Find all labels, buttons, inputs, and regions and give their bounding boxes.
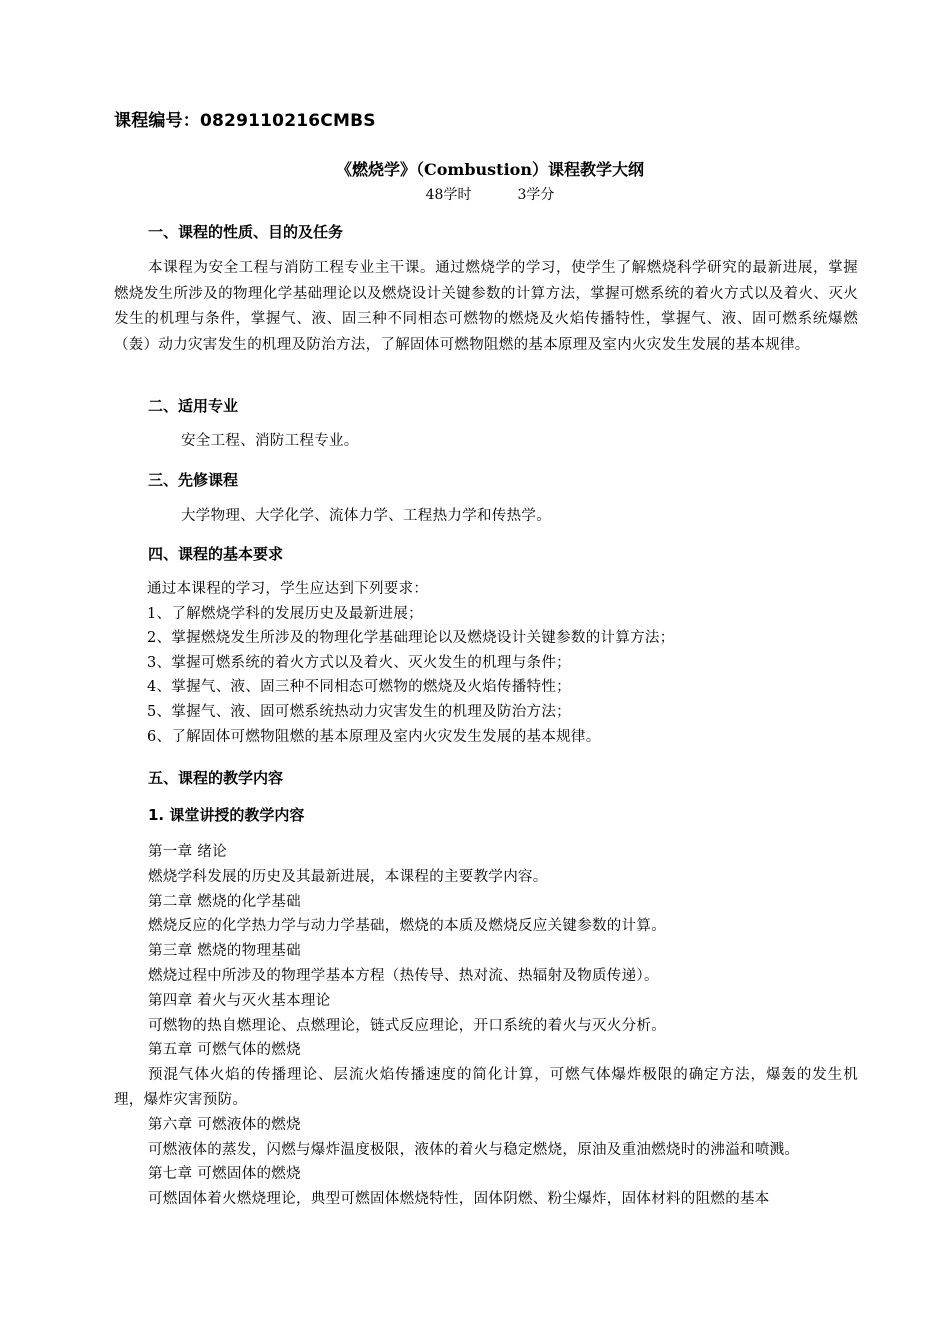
chapter-title: 第二章 燃烧的化学基础 — [148, 893, 301, 910]
course-hours: 48学时 — [425, 187, 472, 203]
chapter-description: 可燃物的热自燃理论、点燃理论，链式反应理论，开口系统的着火与灭火分析。 — [148, 1017, 666, 1034]
chapter-list — [114, 840, 858, 1212]
document-title: 《燃烧学》（Combustion）课程教学大纲 — [336, 160, 644, 179]
chapter-title: 第五章 可燃气体的燃烧 — [148, 1042, 301, 1059]
course-code: 课程编号：0829110216CMBS — [114, 111, 376, 131]
chapter-title: 第三章 燃烧的物理基础 — [148, 943, 301, 960]
chapter-title: 第一章 绪论 — [148, 844, 227, 860]
list-item: 3、掌握可燃系统的着火方式以及着火、灭火发生的机理与条件； — [147, 654, 571, 671]
section-body-3: 大学物理、大学化学、流体力学、工程热力学和传热学。 — [181, 508, 551, 524]
requirements-list — [147, 577, 675, 749]
hours-credits — [0, 184, 950, 204]
chapter-description: 燃烧学科发展的历史及其最新进展，本课程的主要教学内容。 — [148, 868, 548, 885]
chapter-title: 第六章 可燃液体的燃烧 — [148, 1116, 301, 1133]
chapter-title: 第七章 可燃固体的燃烧 — [148, 1166, 301, 1183]
section-heading-4: 四、课程的基本要求 — [148, 545, 284, 563]
section-heading-3: 三、先修课程 — [148, 471, 239, 489]
list-item: 2、掌握燃烧发生所涉及的物理化学基础理论以及燃烧设计关键参数的计算方法； — [147, 630, 675, 647]
list-item: 5、掌握气、液、固可燃系统热动力灾害发生的机理及防治方法； — [147, 703, 571, 720]
chapter-description: 预混气体火焰的传播理论、层流火焰传播速度的简化计算，可燃气体爆炸极限的确定方法，爆轰的发生机理，爆炸灾害预防。 — [114, 1067, 858, 1108]
chapter-description: 燃烧过程中所涉及的物理学基本方程（热传导、热对流、热辐射及物质传递）。 — [148, 967, 659, 984]
list-item: 1、了解燃烧学科的发展历史及最新进展； — [147, 605, 423, 622]
list-item: 4、掌握气、液、固三种不同相态可燃物的燃烧及火焰传播特性； — [147, 679, 571, 696]
section-heading-5: 五、课程的教学内容 — [148, 769, 284, 787]
chapter-description: 可燃液体的蒸发，闪燃与爆炸温度极限，液体的着火与稳定燃烧，原油及重油燃烧时的沸溢和喷溅。 — [148, 1141, 800, 1158]
list-item: 6、了解固体可燃物阻燃的基本原理及室内火灾发生发展的基本规律。 — [147, 728, 601, 745]
requirements-intro: 通过本课程的学习，学生应达到下列要求： — [147, 581, 429, 597]
section-heading-2: 二、适用专业 — [148, 397, 239, 415]
chapter-title: 第四章 着火与灭火基本理论 — [148, 992, 331, 1009]
subsection-heading: 1. 课堂讲授的教学内容 — [148, 806, 305, 824]
section-body-1: 本课程为安全工程与消防工程专业主干课。通过燃烧学的学习，使学生了解燃烧科学研究的最新进展，掌握燃烧发生所涉及的物理化学基础理论以及燃烧设计关键参数的计算方法，掌握可燃系统的着火方式以及着火、灭火发生的机理与条件，掌握气、液、固三种不同相态可燃物的燃烧及火焰传播特性，掌握气、液、固可燃系统爆燃（轰）动力灾害发生的机理及防治方法，了解固体可燃物阻燃的基本原理及室内火灾发生发展的基本规律。 — [114, 260, 858, 353]
course-credits: 3学分 — [517, 187, 555, 203]
chapter-description: 可燃固体着火燃烧理论，典型可燃固体燃烧特性，固体阴燃、粉尘爆炸，固体材料的阻燃的基本 — [148, 1191, 770, 1208]
section-body-2: 安全工程、消防工程专业。 — [181, 433, 359, 449]
section-heading-1: 一、课程的性质、目的及任务 — [148, 223, 344, 241]
chapter-description: 燃烧反应的化学热力学与动力学基础，燃烧的本质及燃烧反应关键参数的计算。 — [148, 918, 666, 935]
